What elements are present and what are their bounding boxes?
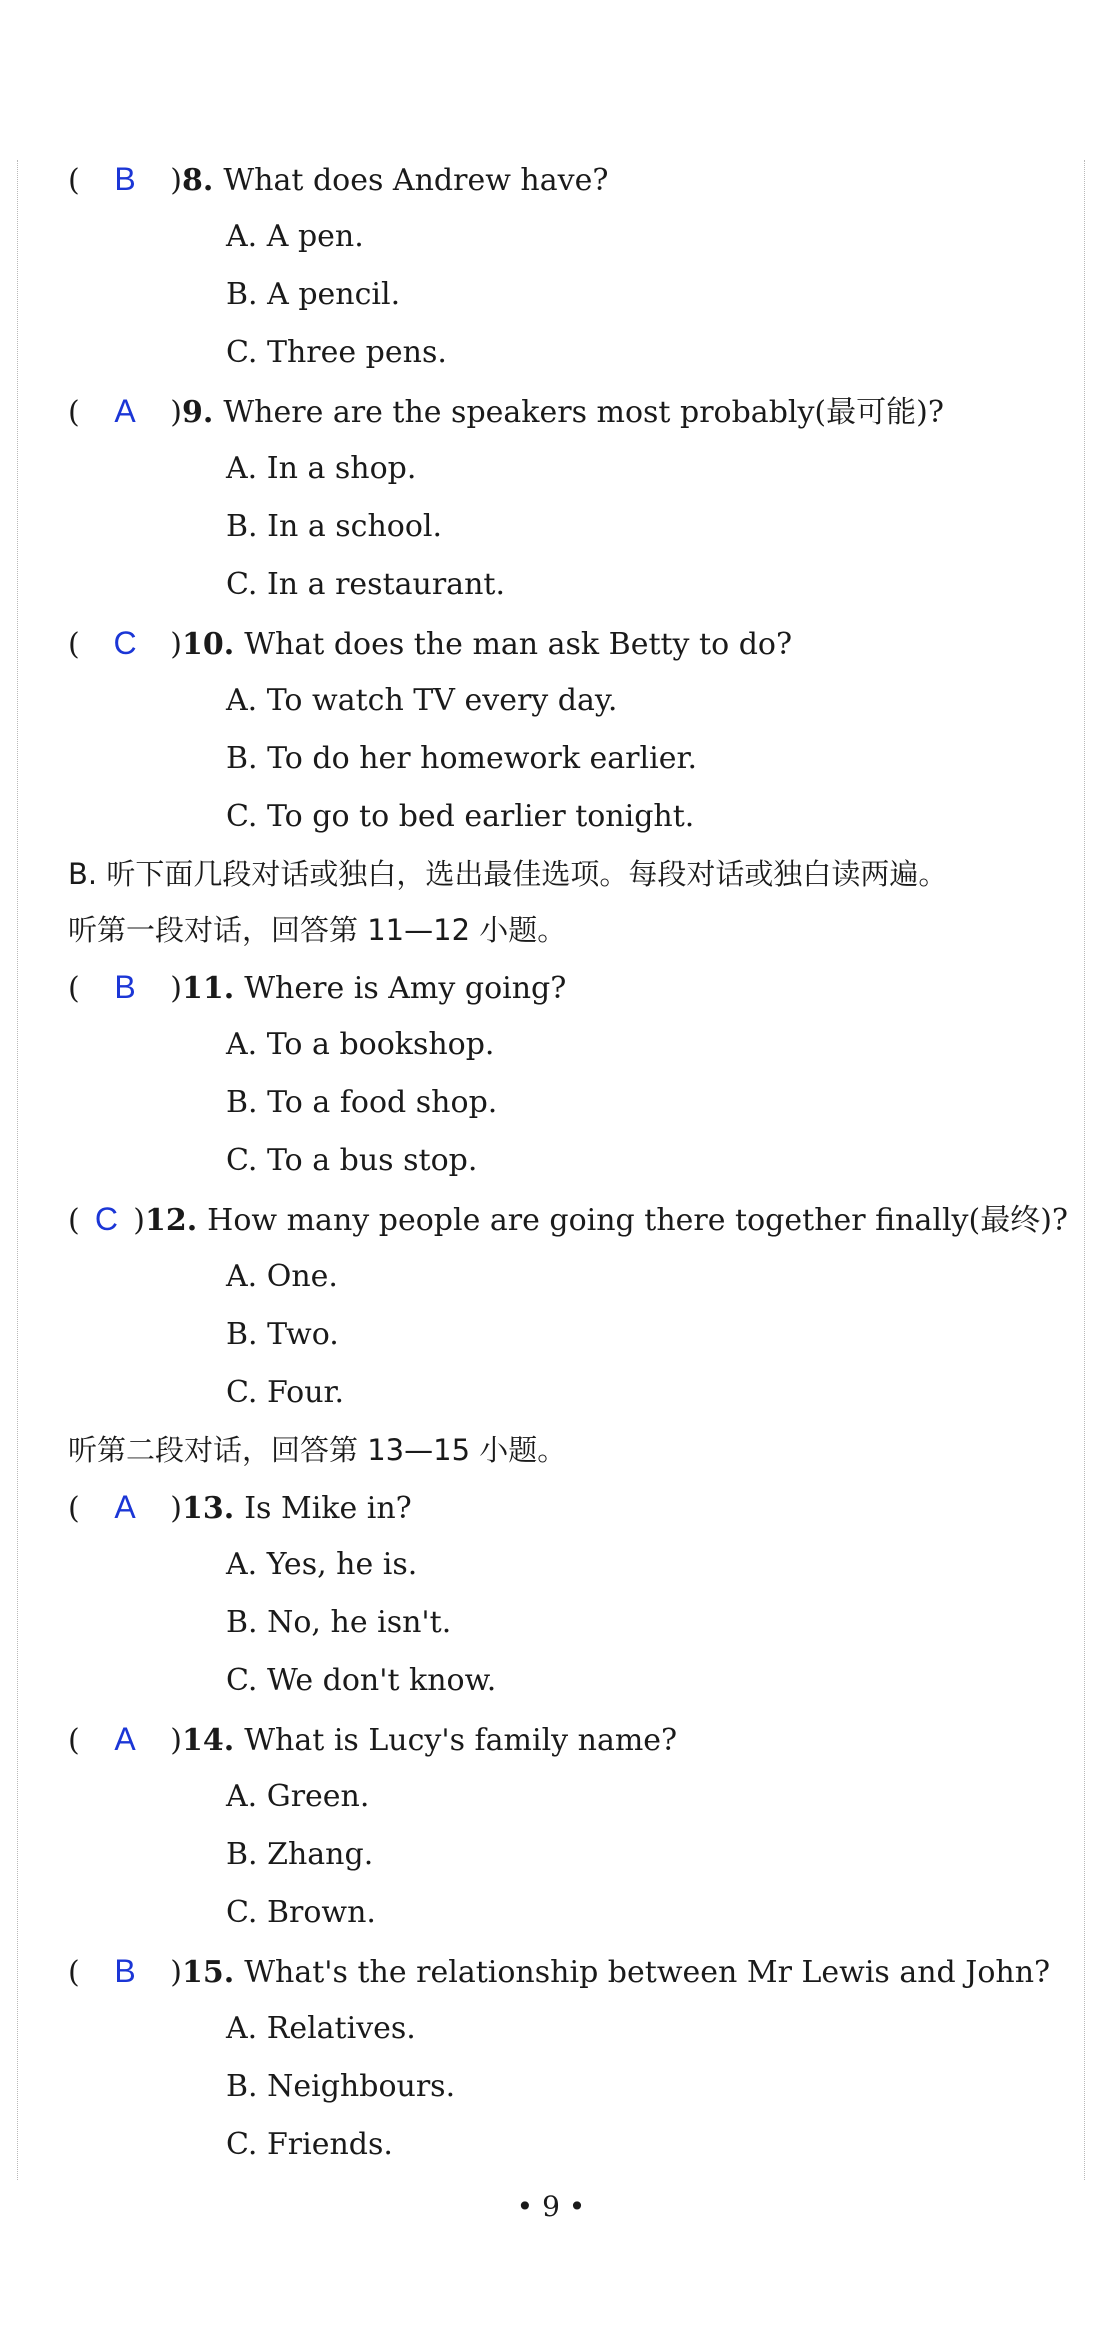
bracket-open: ( — [68, 971, 80, 1006]
answer-option: A. To watch TV every day. — [226, 683, 618, 718]
question-number: 11. — [182, 971, 235, 1006]
bracket-open: ( — [68, 1203, 80, 1238]
question-number: 9. — [182, 395, 214, 430]
bracket-open: ( — [68, 1723, 80, 1758]
question-number: 15. — [182, 1955, 235, 1990]
answer-bracket — [68, 958, 182, 1018]
answer-bracket — [68, 382, 182, 442]
bracket-close: ) — [133, 1203, 145, 1238]
left-margin-rule — [17, 160, 18, 2180]
answer-option: C. Three pens. — [226, 335, 447, 370]
bracket-open: ( — [68, 395, 80, 430]
answer-bracket — [68, 614, 182, 674]
question-number: 10. — [182, 627, 235, 662]
answer-option: C. We don't know. — [226, 1663, 497, 1698]
bracket-close: ) — [170, 395, 182, 430]
answer-bracket — [68, 1942, 182, 2002]
answer-option: A. Yes, he is. — [226, 1547, 418, 1582]
content-column — [68, 150, 1068, 2174]
bracket-close: ) — [170, 1955, 182, 1990]
answer-option: A. Green. — [226, 1779, 370, 1814]
bracket-open: ( — [68, 163, 80, 198]
question-text: What does Andrew have? — [223, 163, 609, 198]
answer-option: A. To a bookshop. — [226, 1027, 495, 1062]
answer-option: A. Relatives. — [226, 2011, 416, 2046]
answer-option: C. Four. — [226, 1375, 345, 1410]
question-row — [68, 614, 1068, 672]
answer-option: A. One. — [226, 1259, 338, 1294]
bracket-open: ( — [68, 1955, 80, 1990]
question-row — [68, 1478, 1068, 1536]
question-row — [68, 1190, 1068, 1248]
question-row — [68, 150, 1068, 208]
bracket-close: ) — [170, 1723, 182, 1758]
answer-letter: A — [114, 393, 136, 429]
answer-option: B. Two. — [226, 1317, 339, 1352]
bracket-close: ) — [170, 163, 182, 198]
answer-bracket — [68, 1710, 182, 1770]
answer-option: B. No, he isn't. — [226, 1605, 452, 1640]
question-group-a — [68, 150, 1068, 846]
page-number: • 9 • — [516, 2190, 586, 2223]
answer-option: A. A pen. — [226, 219, 364, 254]
question-number: 12. — [144, 1203, 198, 1238]
answer-option: C. To go to bed earlier tonight. — [226, 799, 695, 834]
answer-letter: C — [94, 1201, 119, 1237]
answer-letter: B — [114, 1953, 136, 1989]
answer-option: C. Friends. — [226, 2127, 393, 2162]
bracket-open: ( — [68, 1491, 80, 1526]
answer-option: B. To a food shop. — [226, 1085, 498, 1120]
answer-letter: B — [114, 969, 136, 1005]
answer-letter: A — [114, 1721, 136, 1757]
answer-option: B. Neighbours. — [226, 2069, 456, 2104]
answer-option: A. In a shop. — [226, 451, 417, 486]
question-group-b2 — [68, 1478, 1068, 2174]
question-text: Is Mike in? — [244, 1491, 412, 1526]
answer-option: C. In a restaurant. — [226, 567, 505, 602]
question-text: What's the relationship between Mr Lewis and John? — [244, 1955, 1051, 1990]
answer-option: B. To do her homework earlier. — [226, 741, 698, 776]
answer-option: C. To a bus stop. — [226, 1143, 478, 1178]
question-text: What is Lucy's family name? — [244, 1723, 678, 1758]
answer-bracket — [68, 1478, 182, 1538]
answer-letter: C — [113, 625, 137, 661]
question-number: 14. — [182, 1723, 235, 1758]
answer-option: B. A pencil. — [226, 277, 401, 312]
bracket-close: ) — [170, 971, 182, 1006]
answer-letter: B — [114, 161, 136, 197]
question-group-b1 — [68, 958, 1068, 1422]
question-row — [68, 958, 1068, 1016]
answer-option: C. Brown. — [226, 1895, 376, 1930]
question-text: What does the man ask Betty to do? — [244, 627, 793, 662]
question-number: 13. — [182, 1491, 235, 1526]
right-margin-rule — [1084, 160, 1085, 2180]
answer-option: B. In a school. — [226, 509, 443, 544]
question-text: How many people are going there together finally(最终)? — [207, 1203, 1068, 1238]
bracket-close: ) — [170, 627, 182, 662]
question-row — [68, 382, 1068, 440]
question-row — [68, 1942, 1068, 2000]
question-text: Where is Amy going? — [244, 971, 567, 1006]
question-number: 8. — [182, 163, 214, 198]
answer-option: B. Zhang. — [226, 1837, 374, 1872]
section-b-heading: B. 听下面几段对话或独白，选出最佳选项。每段对话或独白读两遍。 — [68, 857, 948, 891]
answer-bracket — [68, 1190, 145, 1250]
answer-bracket — [68, 150, 182, 210]
dialogue-1-intro: 听第一段对话，回答第 11—12 小题。 — [68, 913, 567, 947]
question-text: Where are the speakers most probably(最可能)? — [223, 395, 944, 430]
answer-letter: A — [114, 1489, 136, 1525]
question-row — [68, 1710, 1068, 1768]
dialogue-2-intro: 听第二段对话，回答第 13—15 小题。 — [68, 1433, 567, 1467]
bracket-open: ( — [68, 627, 80, 662]
bracket-close: ) — [170, 1491, 182, 1526]
